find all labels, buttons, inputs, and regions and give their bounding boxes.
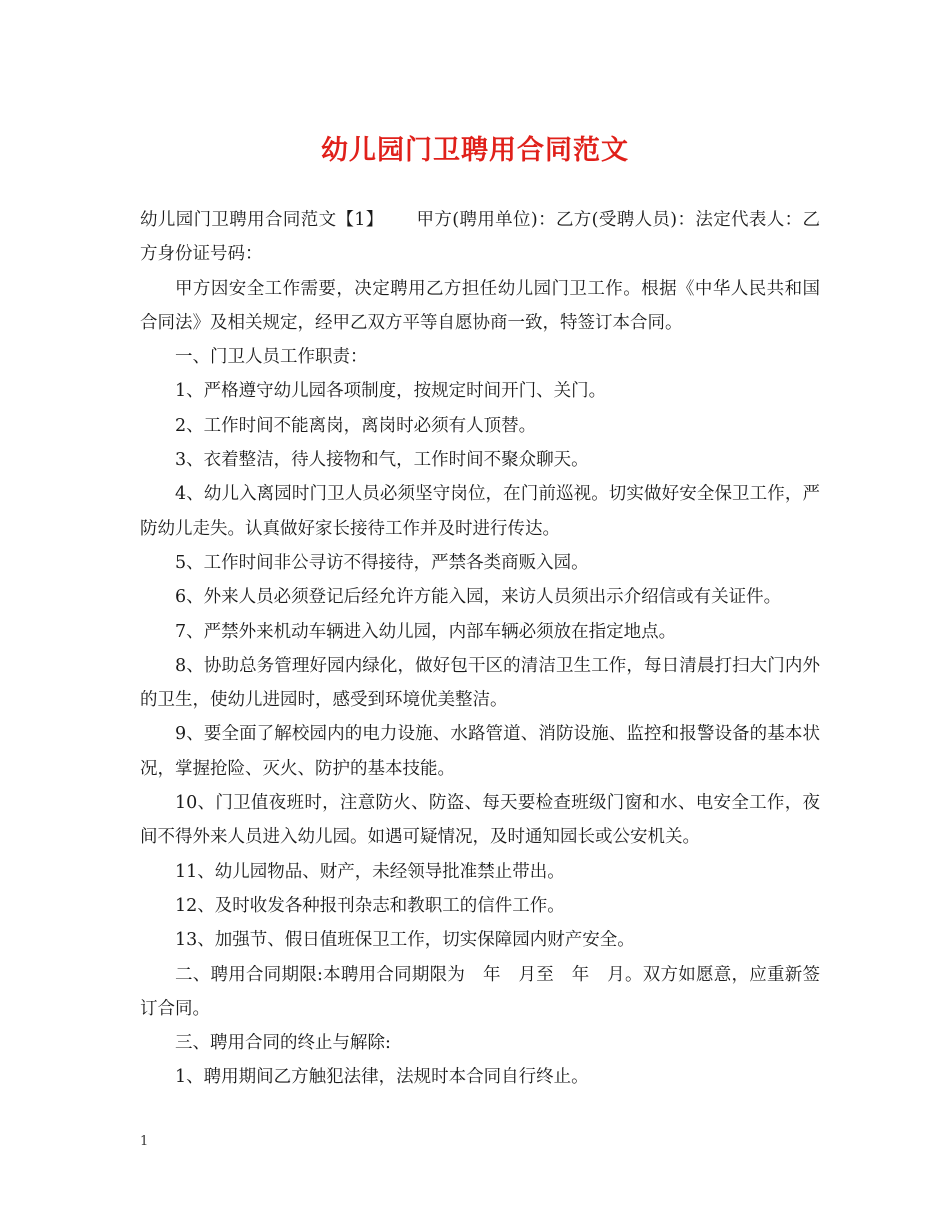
duty-item-2: 2、工作时间不能离岗，离岗时必须有人顶替。 bbox=[175, 415, 537, 436]
duty-item-8: 8、协助总务管理好园内绿化，做好包干区的清洁卫生工作，每日清晨打扫大门内外的卫生，使幼儿进园时，感受到环境优美整洁。 bbox=[140, 655, 820, 711]
document-title: 幼儿园门卫聘用合同范文 bbox=[321, 135, 629, 166]
duty-item-13: 13、加强节、假日值班保卫工作，切实保障园内财产安全。 bbox=[175, 930, 635, 951]
duty-item-4: 4、幼儿入离园时门卫人员必须坚守岗位，在门前巡视。切实做好安全保卫工作，严防幼儿走失。认真做好家长接待工作并及时进行传达。 bbox=[140, 484, 820, 539]
duty-item-9: 9、要全面了解校园内的电力设施、水路管道、消防设施、监控和报警设备的基本状况，掌握抢险、灭火、防护的基本技能。 bbox=[140, 724, 820, 779]
duty-item-6: 6、外来人员必须登记后经允许方能入园，来访人员须出示介绍信或有关证件。 bbox=[175, 587, 782, 608]
page-number: 1 bbox=[140, 1134, 149, 1149]
duty-item-7: 7、严禁外来机动车辆进入幼儿园，内部车辆必须放在指定地点。 bbox=[175, 621, 677, 642]
duty-item-11: 11、幼儿园物品、财产，未经领导批准禁止带出。 bbox=[175, 861, 565, 882]
duty-item-12: 12、及时收发各种报刊杂志和教职工的信件工作。 bbox=[175, 895, 565, 916]
duty-item-3: 3、衣着整洁，待人接物和气，工作时间不聚众聊天。 bbox=[175, 450, 589, 471]
section-contract-term: 二、聘用合同期限:本聘用合同期限为 年 月至 年 月。双方如愿意，应重新签订合同。 bbox=[140, 964, 820, 1019]
duty-item-1: 1、严格遵守幼儿园各项制度，按规定时间开门、关门。 bbox=[175, 381, 607, 402]
duty-item-10: 10、门卫值夜班时，注意防火、防盗、每天要检查班级门窗和水、电安全工作，夜间不得外来人员进入幼儿园。如遇可疑情况，及时通知园长或公安机关。 bbox=[140, 793, 820, 848]
section-heading-termination: 三、聘用合同的终止与解除: bbox=[175, 1033, 391, 1054]
duty-item-5: 5、工作时间非公寻访不得接待，严禁各类商贩入园。 bbox=[175, 552, 589, 573]
paragraph-header: 幼儿园门卫聘用合同范文【1】 甲方(聘用单位)：乙方(受聘人员)：法定代表人：乙方身份证号码： bbox=[140, 210, 820, 265]
section-heading-duties: 一、门卫人员工作职责： bbox=[175, 347, 368, 368]
paragraph-intro: 甲方因安全工作需要，决定聘用乙方担任幼儿园门卫工作。根据《中华人民共和国合同法》及相关规定，经甲乙双方平等自愿协商一致，特签订本合同。 bbox=[140, 278, 820, 333]
document-body bbox=[140, 203, 820, 1095]
termination-item-1: 1、聘用期间乙方触犯法律，法规时本合同自行终止。 bbox=[175, 1067, 589, 1088]
